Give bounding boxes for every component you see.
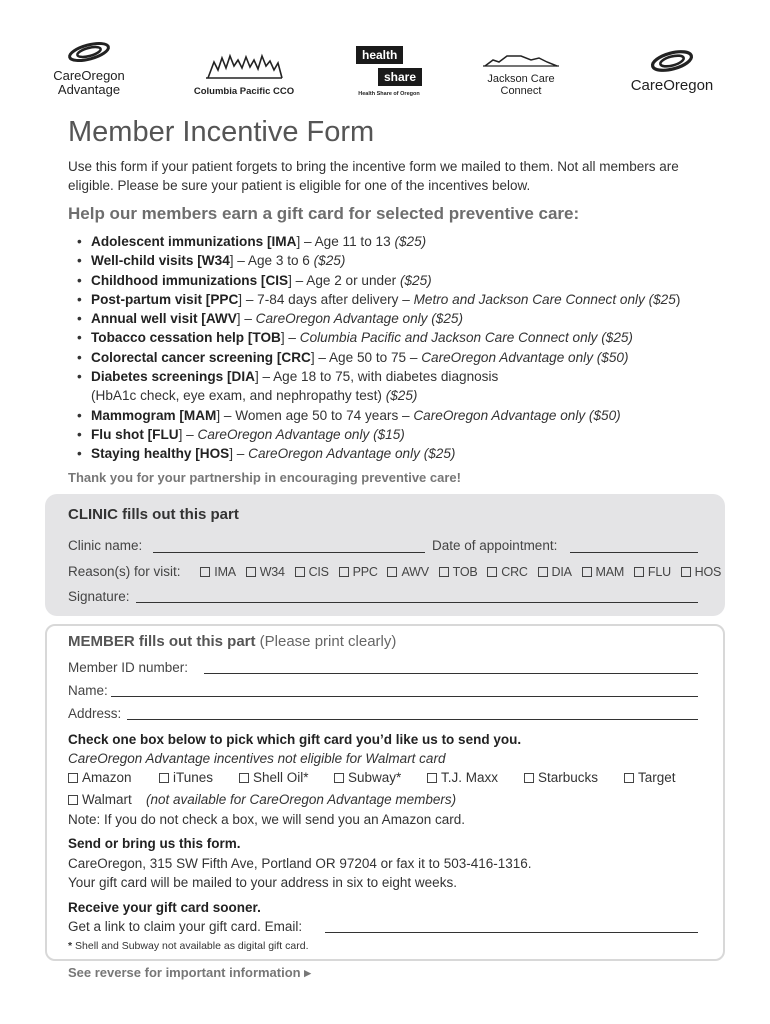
default-card-note: Note: If you do not check a box, we will send you an Amazon card. <box>68 812 465 827</box>
card-shell-checkbox[interactable]: Shell Oil* <box>239 770 309 785</box>
card-walmart-checkbox[interactable]: Walmart <box>68 792 132 807</box>
list-item: • Colorectal cancer screening [CRC] – Age 50 to 75 – CareOregon Advantage only ($50) <box>77 348 680 367</box>
date-field[interactable] <box>570 552 698 553</box>
list-item: • Tobacco cessation help [TOB] – Columbia Pacific and Jackson Care Connect only ($25) <box>77 328 680 347</box>
reason-hos-checkbox[interactable]: HOS <box>681 564 722 579</box>
reason-mam-checkbox[interactable]: MAM <box>582 564 625 579</box>
card-instruction: Check one box below to pick which gift card you’d like us to send you. <box>68 732 522 747</box>
name-field[interactable] <box>111 696 698 697</box>
signature-label: Signature: <box>68 589 130 604</box>
card-note: CareOregon Advantage incentives not eligible for Walmart card <box>68 751 446 766</box>
careoregon-swirl-icon <box>647 48 697 74</box>
clinic-heading: CLINIC fills out this part <box>68 506 239 523</box>
list-item: • Diabetes screenings [DIA] – Age 18 to 75, with diabetes diagnosis <box>77 367 680 386</box>
card-tjmaxx-checkbox[interactable]: T.J. Maxx <box>427 770 498 785</box>
reason-w34-checkbox[interactable]: W34 <box>246 564 285 579</box>
clinic-name-label: Clinic name: <box>68 538 143 553</box>
incentives-heading: Help our members earn a gift card for selected preventive care: <box>68 204 580 223</box>
reason-crc-checkbox[interactable]: CRC <box>487 564 527 579</box>
list-item: • Well-child visits [W34] – Age 3 to 6 ($25) <box>77 251 680 270</box>
logo-share-text: share <box>378 68 422 86</box>
send-heading: Send or bring us this form. <box>68 836 241 851</box>
address-field[interactable] <box>127 719 698 720</box>
list-item: • Mammogram [MAM] – Women age 50 to 74 years – CareOregon Advantage only ($50) <box>77 406 680 425</box>
logo-careoregon-text: CareOregon <box>630 77 714 94</box>
reason-flu-checkbox[interactable]: FLU <box>634 564 671 579</box>
health-share-logo <box>356 46 422 98</box>
list-item: • Adolescent immunizations [IMA] – Age 11 to 13 ($25) <box>77 232 680 251</box>
list-item: • Annual well visit [AWV] – CareOregon Advantage only ($25) <box>77 309 680 328</box>
member-heading-bold: MEMBER fills out this part <box>68 633 256 650</box>
clinic-name-field[interactable] <box>153 552 425 553</box>
thanks-text: Thank you for your partnership in encouraging preventive care! <box>68 470 461 485</box>
jackson-care-logo <box>474 52 568 97</box>
reverse-note: See reverse for important information ▸ <box>68 965 311 980</box>
intro-text: Use this form if your patient forgets to bring the incentive form we mailed to them. Not all members are eligible. Please be sure your patient is eligible for one of the incentives below. <box>68 159 679 193</box>
reason-cis-checkbox[interactable]: CIS <box>295 564 329 579</box>
email-field[interactable] <box>325 932 698 933</box>
walmart-note: (not available for CareOregon Advantage members) <box>146 792 457 807</box>
list-item: • Childhood immunizations [CIS] – Age 2 or under ($25) <box>77 271 680 290</box>
careoregon-advantage-logo <box>44 40 134 97</box>
mountain-icon <box>481 52 561 68</box>
reason-tob-checkbox[interactable]: TOB <box>439 564 478 579</box>
logo-health-share-tagline: Health Share of Oregon <box>358 91 420 97</box>
card-subway-checkbox[interactable]: Subway* <box>334 770 401 785</box>
member-heading-note: (Please print clearly) <box>255 633 397 650</box>
name-label: Name: <box>68 683 108 698</box>
member-id-field[interactable] <box>204 673 698 674</box>
mail-note: Your gift card will be mailed to your address in six to eight weeks. <box>68 875 457 890</box>
reasons-row <box>68 564 721 579</box>
logo-columbia-pacific-text: Columbia Pacific CCO <box>193 86 295 97</box>
signature-field[interactable] <box>136 602 698 603</box>
logo-careoregon-advantage-line1: CareOregon <box>53 68 125 83</box>
careoregon-swirl-icon <box>64 40 114 64</box>
logo-careoregon-advantage-line2: Advantage <box>57 82 121 97</box>
sooner-heading: Receive your gift card sooner. <box>68 900 261 915</box>
list-item: • Staying healthy [HOS] – CareOregon Advantage only ($25) <box>77 444 680 463</box>
reasons-label: Reason(s) for visit: <box>68 564 181 579</box>
careoregon-logo <box>618 48 726 93</box>
card-amazon-checkbox[interactable]: Amazon <box>68 770 132 785</box>
address-label: Address: <box>68 706 122 721</box>
list-item: • Flu shot [FLU] – CareOregon Advantage only ($15) <box>77 425 680 444</box>
logo-jackson-care-line2: Connect <box>500 85 542 97</box>
send-address: CareOregon, 315 SW Fifth Ave, Portland OR 97204 or fax it to 503-416-1316. <box>68 856 532 871</box>
incentives-list <box>77 232 680 464</box>
logo-health-text: health <box>356 46 403 64</box>
reason-ima-checkbox[interactable]: IMA <box>200 564 236 579</box>
trees-icon <box>204 52 284 80</box>
reason-dia-checkbox[interactable]: DIA <box>538 564 572 579</box>
card-itunes-checkbox[interactable]: iTunes <box>159 770 213 785</box>
date-label: Date of appointment: <box>432 538 558 553</box>
card-starbucks-checkbox[interactable]: Starbucks <box>524 770 598 785</box>
list-item-continuation: (HbA1c check, eye exam, and nephropathy test) ($25) <box>91 388 418 404</box>
member-id-label: Member ID number: <box>68 660 189 675</box>
card-target-checkbox[interactable]: Target <box>624 770 676 785</box>
email-label: Get a link to claim your gift card. Email: <box>68 919 303 934</box>
reason-awv-checkbox[interactable]: AWV <box>387 564 428 579</box>
page-title: Member Incentive Form <box>68 116 375 148</box>
reason-ppc-checkbox[interactable]: PPC <box>339 564 378 579</box>
columbia-pacific-logo <box>188 52 300 99</box>
logo-jackson-care-line1: Jackson Care <box>487 73 555 85</box>
footnote: * Shell and Subway not available as digital gift card. <box>68 940 309 952</box>
member-heading <box>68 633 396 650</box>
list-item: • Post-partum visit [PPC] – 7-84 days after delivery – Metro and Jackson Care Connect only ($25) <box>77 290 680 309</box>
